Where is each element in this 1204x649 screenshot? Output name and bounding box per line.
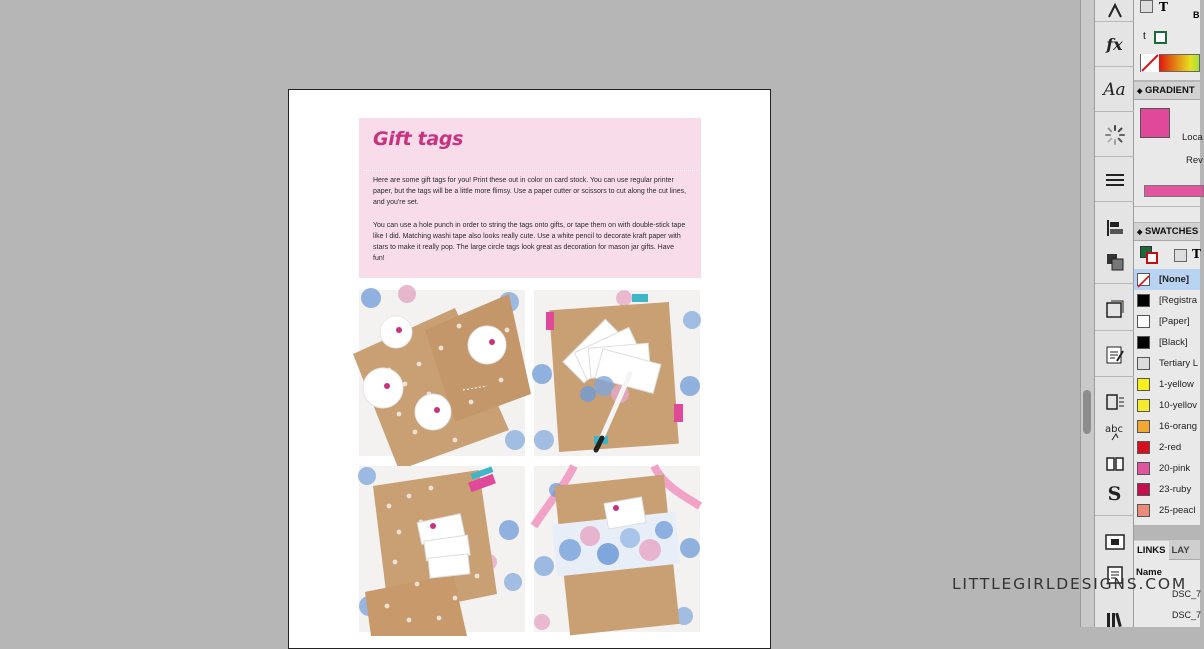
swatch-row[interactable] <box>1134 416 1200 437</box>
swatch-row[interactable] <box>1134 374 1200 395</box>
scrollbar-thumb[interactable] <box>1083 390 1091 434</box>
links-name-column[interactable]: Name <box>1136 567 1162 578</box>
intro-paragraph-2: You can use a hole punch in order to string the tags onto gifts, or tape them on with double-stick tape like I did. Matching washi tape also looks really cute. Use a white pencil to decorate kraft paper with stars to make it really pop. The large circle tags look great as decoration for mason jar gifts. Have fun! <box>373 222 686 262</box>
swatch-row[interactable] <box>1134 269 1200 290</box>
swatch-color-chip <box>1137 336 1150 349</box>
gradient-swatch[interactable] <box>1140 108 1170 138</box>
none-swatch-icon <box>1137 273 1150 286</box>
swatch-name: [Registra <box>1159 295 1198 306</box>
swatch-color-chip <box>1137 420 1150 433</box>
gradient-panel <box>1134 82 1203 222</box>
swatch-color-chip <box>1137 378 1150 391</box>
fill-proxy-icon[interactable] <box>1140 0 1153 13</box>
link-row[interactable]: DSC_7 <box>1172 610 1202 620</box>
tab-layers[interactable]: LAY <box>1171 545 1190 556</box>
notes-panel-icon[interactable] <box>1095 333 1134 377</box>
swatch-color-chip <box>1137 315 1150 328</box>
scripts-icon[interactable]: S <box>1095 472 1134 516</box>
tab-links[interactable]: LINKS <box>1134 541 1169 561</box>
swatch-row[interactable] <box>1134 311 1200 332</box>
photo-fanned-tags[interactable] <box>534 290 700 456</box>
swatch-row[interactable] <box>1134 353 1200 374</box>
reverse-label: Rev <box>1186 155 1203 166</box>
swatches-title: SWATCHES <box>1145 226 1199 237</box>
swatch-row[interactable] <box>1134 290 1200 311</box>
effects-icon[interactable]: fx <box>1095 23 1134 67</box>
links-tab-bar <box>1134 540 1200 560</box>
swatch-color-chip <box>1137 294 1150 307</box>
color-panel <box>1134 0 1200 80</box>
swatch-name: 20-pink <box>1159 463 1191 474</box>
swatch-row[interactable] <box>1134 458 1200 479</box>
photo-rectangle-tags[interactable] <box>359 466 525 632</box>
location-label: Loca <box>1182 132 1203 143</box>
pasteboard-scrollbar[interactable] <box>1080 0 1094 627</box>
none-swatch-icon <box>1141 54 1159 72</box>
swatch-name: [Paper] <box>1159 316 1190 327</box>
site-watermark: LITTLEGIRLDESIGNS.COM <box>952 575 1187 593</box>
pathfinder-icon[interactable] <box>1095 240 1134 284</box>
formatting-container-icon[interactable] <box>1174 249 1187 262</box>
swatch-name: 16-orang <box>1159 421 1198 432</box>
swatch-row[interactable] <box>1134 332 1200 353</box>
place-panel-icon[interactable] <box>1095 287 1134 331</box>
swatch-name: [Black] <box>1159 337 1188 348</box>
document-page <box>288 89 771 649</box>
swatch-name: 25-peacl <box>1159 505 1196 516</box>
swatch-row[interactable] <box>1134 437 1200 458</box>
swatch-name: [None] <box>1159 274 1190 285</box>
photo-round-tags[interactable] <box>359 290 525 456</box>
link-row[interactable]: DSC_7 <box>1172 589 1202 599</box>
svg-text:abc: abc <box>1104 424 1123 435</box>
stroke-b-label: B <box>1193 10 1200 20</box>
photo-wrapped-package[interactable] <box>534 466 700 632</box>
page-heading: Gift tags <box>373 128 464 150</box>
formatting-text-icon[interactable]: T <box>1192 247 1201 261</box>
swatch-row[interactable] <box>1134 395 1200 416</box>
gradient-divider <box>1134 206 1200 207</box>
swatch-name: 10-yellov <box>1159 400 1198 411</box>
swatch-row[interactable] <box>1134 500 1200 521</box>
loading-spinner-icon[interactable] <box>1095 113 1134 157</box>
swatch-color-chip <box>1137 357 1150 370</box>
swatch-color-chip <box>1137 441 1150 454</box>
swatch-name: 1-yellow <box>1159 379 1194 390</box>
intro-text-frame[interactable] <box>359 118 701 278</box>
gradient-title: GRADIENT <box>1145 85 1195 96</box>
character-styles-icon[interactable]: Aa <box>1095 68 1134 112</box>
swatch-row[interactable] <box>1134 479 1200 500</box>
swatch-name: Tertiary L <box>1159 358 1199 369</box>
character-panel-icon[interactable] <box>1095 0 1134 22</box>
text-format-icon[interactable]: T <box>1159 0 1168 14</box>
panel-icon-strip <box>1094 0 1134 627</box>
library-icon[interactable] <box>1095 597 1134 641</box>
heading-divider <box>363 170 697 171</box>
swatches-panel-header[interactable]: ◆ SWATCHES <box>1134 223 1200 241</box>
fill-stroke-icon[interactable] <box>1140 246 1158 264</box>
swatch-name: 23-ruby <box>1159 484 1192 495</box>
swatches-panel <box>1134 223 1200 525</box>
swatch-color-chip <box>1137 483 1150 496</box>
swatch-color-chip <box>1137 504 1150 517</box>
gradient-ramp[interactable] <box>1144 185 1204 197</box>
tint-label: t <box>1143 31 1146 42</box>
color-ramp[interactable] <box>1140 54 1200 72</box>
swatch-color-chip <box>1137 462 1150 475</box>
swatch-name: 2-red <box>1159 442 1182 453</box>
gradient-panel-header[interactable]: ◆ GRADIENT <box>1134 82 1200 100</box>
swatch-color-chip <box>1137 399 1150 412</box>
intro-paragraph-1: Here are some gift tags for you! Print these out in color on card stock. You can use regular printer paper, but the tags will be a little more flimsy. Use a paper cutter or scissors to cut along the cut lines, and you're set. <box>373 177 687 206</box>
stroke-color-swatch[interactable] <box>1154 31 1167 44</box>
stroke-panel-icon[interactable] <box>1095 158 1134 202</box>
